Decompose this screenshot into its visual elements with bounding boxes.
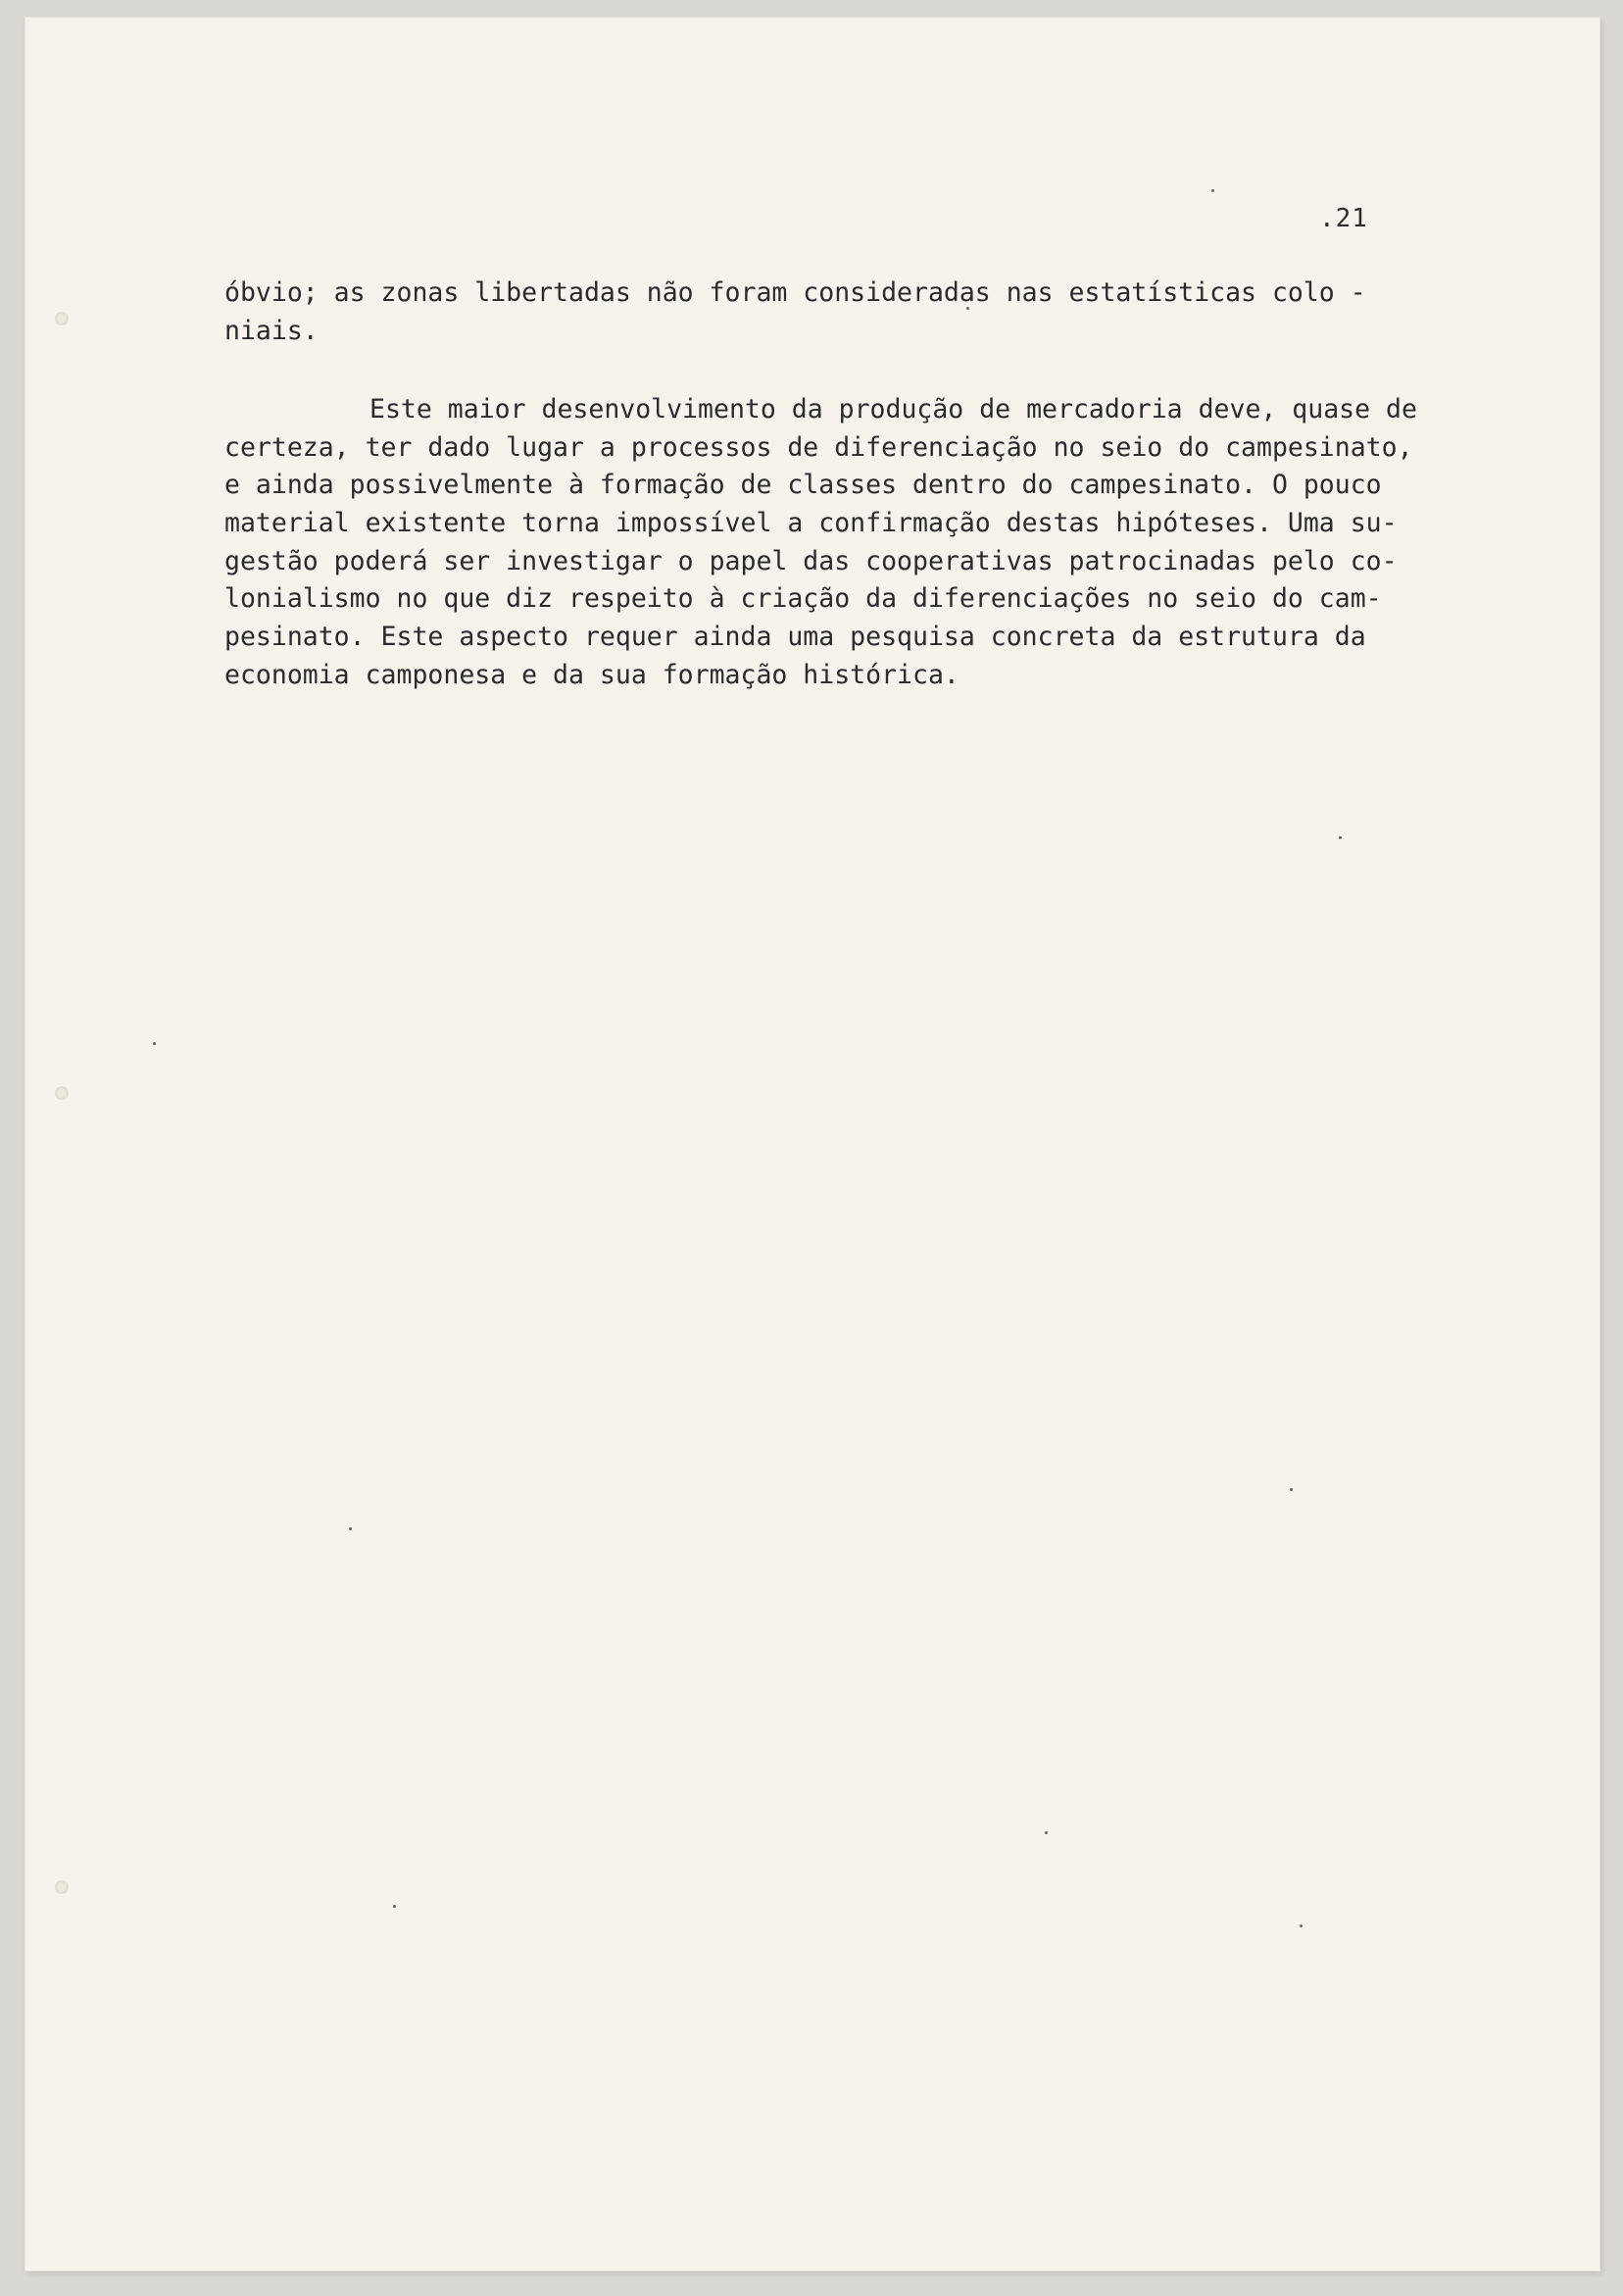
paper-speck (349, 1527, 352, 1530)
paragraph-2 (224, 391, 1450, 695)
paper-speck (1339, 836, 1342, 839)
paper-speck (1300, 1924, 1303, 1927)
paper-speck (153, 1042, 156, 1045)
text-line: material existente torna impossível a confirmação destas hipóteses. Uma su- (224, 508, 1398, 539)
paper-speck (1211, 189, 1214, 192)
text-line: óbvio; as zonas libertadas não foram consideradas nas estatísticas colo - (224, 277, 1366, 308)
text-line: economia camponesa e da sua formação histórica. (224, 659, 959, 690)
paper-speck (393, 1905, 396, 1908)
paper-speck (1045, 1831, 1048, 1834)
text-line: Este maior desenvolvimento da produção de mercadoria deve, quase de (369, 394, 1417, 424)
document-page (25, 18, 1599, 2271)
text-line: pesinato. Este aspecto requer ainda uma pesquisa concreta da estrutura da (224, 622, 1366, 653)
page-number: .21 (1319, 204, 1368, 233)
text-line: e ainda possivelmente à formação de classes dentro do campesinato. O pouco (224, 470, 1382, 501)
text-line: lonialismo no que diz respeito à criação da diferenciações no seio do cam- (224, 583, 1382, 615)
text-line: certeza, ter dado lugar a processos de diferenciação no seio do campesinato, (224, 431, 1413, 463)
punch-hole-mark (55, 312, 69, 325)
punch-hole-mark (55, 1086, 69, 1100)
text-line: niais. (224, 315, 319, 346)
paragraph-1 (224, 275, 1450, 350)
punch-hole-mark (55, 1880, 69, 1894)
text-line: gestão poderá ser investigar o papel das cooperativas patrocinadas pelo co- (224, 545, 1398, 576)
paper-speck (1290, 1488, 1293, 1491)
